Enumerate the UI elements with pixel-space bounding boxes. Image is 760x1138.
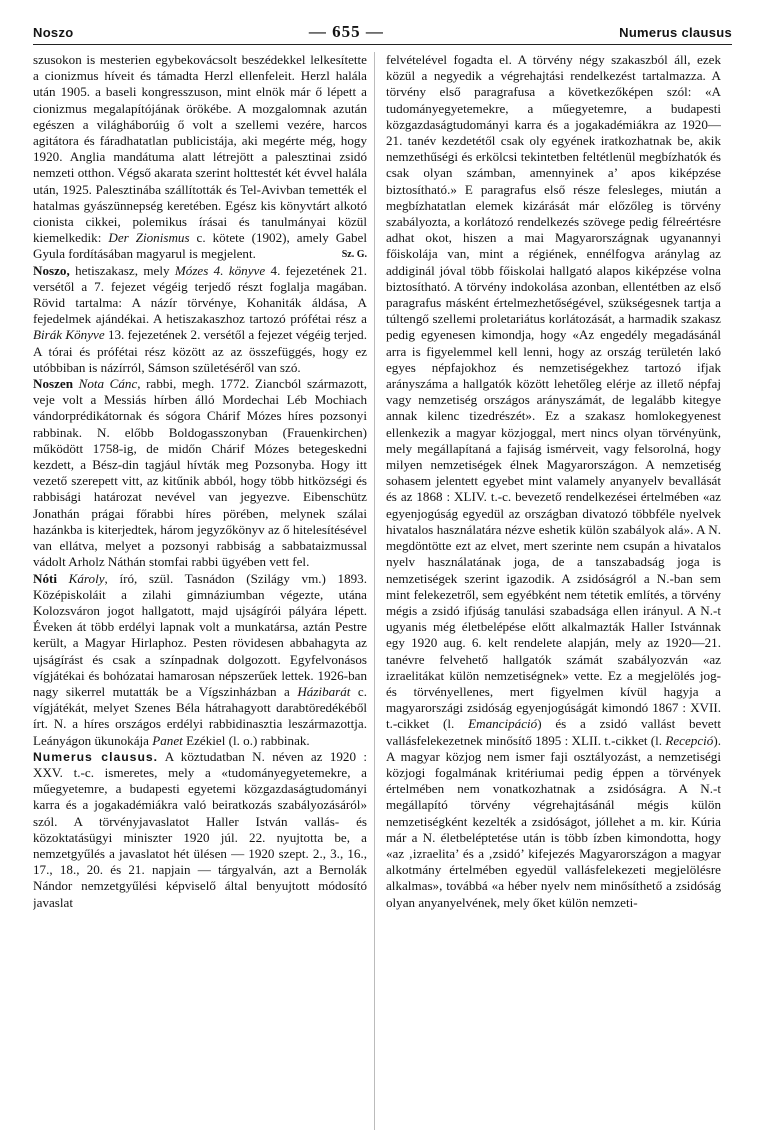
page-number: — 655 — — [308, 22, 384, 41]
headword: Numerus clausus. — [33, 749, 159, 764]
column-divider — [374, 52, 375, 1130]
headword: Nóti — [33, 570, 58, 586]
headword: Noszo, — [33, 262, 70, 278]
author-signature: Sz. G. — [341, 248, 367, 260]
running-head-left: Noszo — [33, 24, 74, 40]
left-column — [33, 52, 367, 1132]
entry-continuation: szusokon is mesterien egybekovácsolt beszédekkel lelkesítette a cionizmus híveit és támadta Herzl ellenfeleit. Herzl halála után 1905. a baseli kongresszuson, mint elnök már ő lépett a cionizmus megalapítójának örökébe. A mozgalomnak azután egészen a világháborúig ő volt a szellemi vezére, harcos agitátora és fáradhatatlan publicistája, aki megérte még, hogy 1920. Anglia mandátuma alatt létrejött a palesztinai zsidó nemzeti otthon. Végső akarata szerint holttestét két évvel halála után, 1925. Palesztinába szállították és Tel-Avivban temették el hatalmas gyászünnepség keretében. Egész kis könyvtárt alkotó cionista cikkei, polemikus írásai és tanulmányai közül kiemelkedik: Der Zionismus c. kötete (1902), amely Gabel Gyula fordításában magyarul is megjelent. — [33, 52, 367, 262]
page-header — [33, 20, 732, 45]
headword: Noszen — [33, 376, 74, 392]
running-head-right: Numerus clausus — [619, 24, 732, 40]
entry-noszen: Noszen Nota Cánc, rabbi, megh. 1772. Ziancból származott, veje volt a Messiás hírben álló Mordechai Léb Mochiach vándorprédikátornak és sógora Chárif Mózes híres pozsonyi rabbinak. N. előbb Boldogasszonyban (Frauenkirchen) működött 1758-ig, de midőn Chárif Mózes betegeskedni kezdett, a Bész-din tagjául hívták meg Pozsonyba. Hogy itt vezető szerepett vitt, az kitűnik abból, hogy több hitközségi és rabbisági határozat nevével van jegyezve. Eibenschütz Jonathán prágai főrabbi híres pörében, melynek szálai hazánkba is kiterjedtek, három jegyzőkönyv az ő hitelesítésével van ellátva, melyet a pozsonyi rabbiság a sabbataizmussal vádolt Arholz Náthán stomfai rabbi ügyében vett fel. — [33, 376, 367, 570]
right-column — [386, 52, 721, 1132]
entry-noti: Nóti Károly, író, szül. Tasnádon (Szilágy vm.) 1893. Középiskoláit a zilahi gimnáziumban végezte, utána Kolozsváron jogot hallgatott, majd ujságírói pályára lépett. Éveken át több erdélyi lapnak volt a munkatársa, aztán Pestre került, a Magyar Hirlaphoz. Pesten rövidesen abbahagyta az ujságírást és csak a színpadnak dolgozott. Egyfelvonásos vígjátékai és bohózatai hamarosan népszerűek lettek. 1926-ban nagy sikerrel mutatták be a Vígszinházban a Házibarát c. vígjátékát, melyet Szenes Béla hátrahagyott darabtöredékéből írt. N. a híres országos erdélyi rabbidinasztia leszármazottja. Leányágon ükunokája Panet Ezékiel (l. o.) rabbinak. — [33, 570, 367, 748]
entry-numerus-clausus-continued: felvételével fogadta el. A törvény négy szakaszból áll, ezek közül a negyedik a végrehajtási rendelkezést tartalmazza. A törvény első paragrafusa a következőképen szól: «A tudományegyetemekre, a műegyetemre, a budapesti közgazdaságtudományi karra és a jogakadémiákra az 1920—21. tanév kezdetétől csak oly egyének iratkozhatnak be, akik nemzethűségi és erkölcsi tekintetben feltétlenül megbízhatók és csak olyan számban, amennyinek a’ apos kiképzése biztosítható.» E paragrafus első része felesleges, miután a megbízhatatlan elemek kizárását már előzőleg is törvény szabályozta, a korlátozó rendelkezés szövege pedig félreértésre adhat okot, hiszen a mai Magyarországnak ugyanannyi főiskolája van, mint a régiének, ennélfogva aránylag az addiginál jóval több főiskolai hallgató alapos kiképzése volna biztosítható. A törvény indokolása azonban, ellentétben az első paragrafus másként értelmezhetőségével, szükségesnek tartja a túltengő szellemi proletariátus korlátozását, a harmadik szakasz pedig egyenesen kimondja, hogy «Az engedély megadásánál arra is figyelemmel kell lenni, hogy az ország területén lakó egyes népfajokhoz és nemzetiségekhez tartozó ifjak arányszáma a hallgatók között lehetőleg elérje az illető népfaj vagy nemzetiség országos arányszámát, de legalább kitegye annak kilenc tizedrészét». Ez a szakasz homlokegyenest ellenkezik a magyar közjoggal, mert nincs olyan törvényünk, mely megállapítaná a fajiság ismérveit, vagy felsorolná, hogy milyen nemzetiségek élnek Magyarországon. A nemzetiség sohasem jelentett egyebet mint valamely anyanyelv bevallását és az 1868 : XLIV. t.-c. bevezető rendelkezései értelmében «az egyenjogúság egyedül az országban divatozó többféle nyelvek hivatalos használatára nézve eshetik külön szabályok alá». A N. megdöntötte ezt az elvet, mert szerinte nem csupán a hivatalos nyelv használatának joga, de a tanszabadság joga is nemzetiségek szerint igazodik. A zsidóságról a N.-ban sem mint felekezetről, sem egyébként nem tétetik említés, a törvény mégis a zsidó ifjúság tanulási szabadsága ellen irányul. A N.-t ugyanis még életbelépése előtt alkalmazták Haller Istvánnak egy 1920 aug. 6. kelt rendelete alapján, mely az 1920—21. tanévre felvehető hallgatók számát szabályozván «az izraelitákat külön nemzetiségnek» vette. Ez a megjelölés jog- és törvényellenes, mert figyelmen kívül hagyja a magyarországi zsidóság egyenjogúságát kimondó 1867 : XVII. t.-cikket (l. Emancipáció) és a zsidó vallást bevett vallásfelekezetnek minősítő 1895 : XLII. t.-cikket (l. Recepció). A magyar közjog nem ismer faji osztályozást, a nemzetiségi közjogi fogalmának kritériumai pedig éppen a törvények értelmében nem vonatkozhatnak a zsidóságra. A N.-t megállapító törvény végrehajtásánál mégis külön nemzetiségként kezelték a zsidóságot, jóllehet a m. kir. Kúria már a N. életbeléptetése után is több ízben kimondotta, hogy «az ‚izraelita’ és a ‚zsidó’ kifejezés Magyarországon a magyar alkotmány értelmében egyedül vallásfelekezeti megjelölésre alkalmas», továbbá «a héber nyelv nem minősíthető a zsidóság olyan anyanyelvének, mely őket külön nemzeti- — [386, 52, 721, 910]
entry-noszo: Noszo, hetiszakasz, mely Mózes 4. könyve 4. fejezetének 21. versétől a 7. fejezet végéig terjedő részt foglalja magában. Rövid tartalma: A názír törvénye, Kohaniták áldása, A fejedelmek ajándékai. A hetiszakaszhoz tartozó prófétai rész a Birák Könyve 13. fejezetének 2. versétől a fejezet végéig terjed. A tórai és prófétai rész között az az összefüggés, hogy ez utóbbiban is názírról, Sámson születéséről van szó. — [33, 262, 367, 375]
entry-numerus-clausus: Numerus clausus. A köztudatban N. néven az 1920 : XXV. t.-c. ismeretes, mely a «tudományegyetemekre, a műegyetemre, a budapesti egyetemi közgazdaságtudományi karra és a jogakadémiákra való beiratkozás szabályozásáról» szól. A törvényjavaslatot Haller István vallás- és közoktatásügyi miniszter 1920 júl. 22. nyujtotta be, a nemzetgyűlés a javaslatot hét ülésen — 1920 szept. 2., 3., 16., 17., 18., 20. és 21. napjain — tárgyalván, azt a Bernolák Nándor nemzetgyűlési képviselő által benyujtott módosító javaslat — [33, 748, 367, 910]
